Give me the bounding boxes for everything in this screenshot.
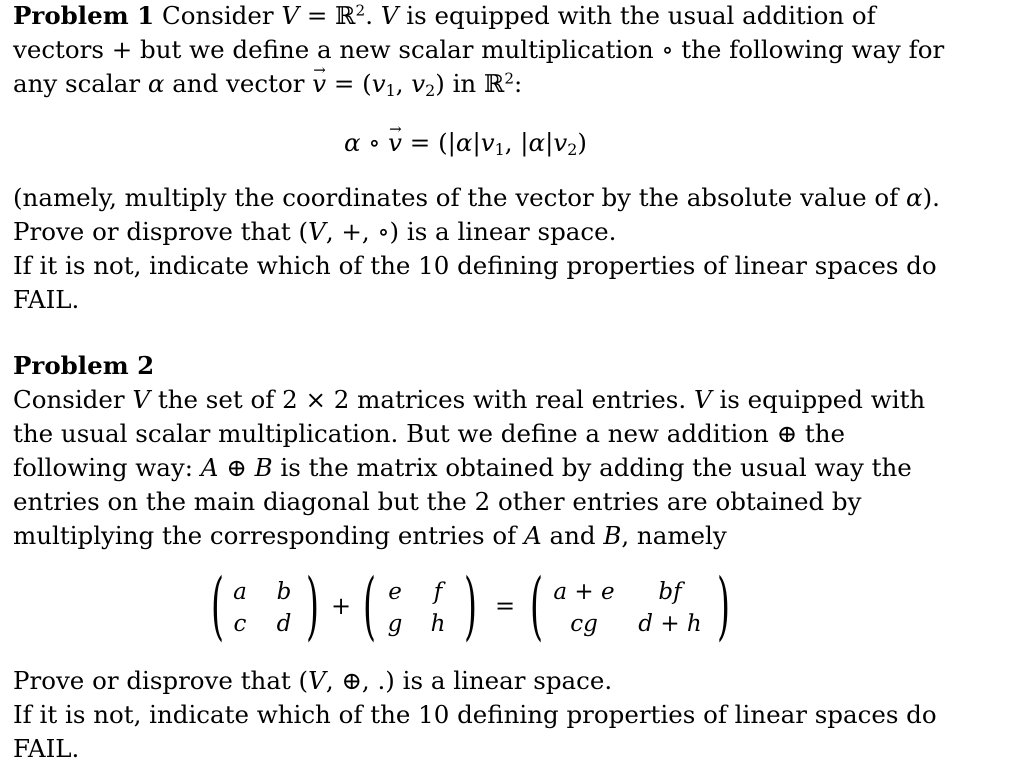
problem1-heading: Problem 1 [13,1,155,30]
matrix-result-cell: a + e [553,579,615,605]
problem2-line5: multiplying the corresponding entries of A and B, namely [13,521,727,550]
problem2-line6: Prove or disprove that (V, ⊕, .) is a linear space. [13,666,613,695]
problem1-line3: any scalar α and vector → $v = (v_1$, $v_2$) in ℝ$^2$: [13,69,522,99]
problem1-line4: (namely, multiply the coordinates of the vector by the absolute value of α). [13,183,940,212]
problem2-line3: following way: A ⊕ B is the matrix obtained by adding the usual way the [13,453,912,482]
problem2-line8: FAIL. [13,734,80,763]
matrix-a-cell: d [276,611,292,637]
problem2-heading: Problem 2 [13,351,155,380]
matrix-a-right-paren: ) [305,563,319,649]
equals-sign: = [495,592,516,620]
problem1-line6: If it is not, indicate which of the 10 defining properties of linear spaces do [13,251,937,280]
matrix-equation [0,563,1024,650]
matrix-result-cell: cg [570,611,598,637]
vector-v: → v [388,128,402,158]
problem1-line7: FAIL. [13,285,80,314]
matrix-b-cell: e [388,579,402,605]
matrix-b-cell: f [433,579,443,605]
problem2-line4: entries on the main diagonal but the 2 other entries are obtained by [13,487,862,516]
matrix-b-cell: h [430,611,446,637]
matrix-a-cell: c [233,611,247,637]
matrix-result-cell: bf [658,579,682,605]
plus-sign: + [331,592,352,620]
matrix-result-left-paren: ( [529,563,543,649]
problem1-display-equation: α ∘ → $v = (|\alpha|v_1$, $|\alpha|v_2$) [344,128,587,158]
matrix-result-right-paren: ) [716,563,730,649]
matrix-b-right-paren: ) [463,563,477,649]
problem2-line1: Consider V the set of 2 × 2 matrices with real entries. V is equipped with [13,385,926,414]
vector-v: → v [312,69,326,99]
matrix-b-cell: g [387,611,403,637]
problem1-line2: vectors + but we define a new scalar multiplication ∘ the following way for [13,35,945,64]
matrix-result-cell: d + h [638,611,702,637]
problem2-line2: the usual scalar multiplication. But we define a new addition ⊕ the [13,419,846,448]
matrix-a-cell: b [276,579,292,605]
matrix-a-cell: a [233,579,247,605]
matrix-b-left-paren: ( [362,563,376,649]
problem2-line7: If it is not, indicate which of the 10 defining properties of linear spaces do [13,700,937,729]
problem1-line5: Prove or disprove that (V, +, ∘) is a linear space. [13,217,617,246]
matrix-a-left-paren: ( [210,563,224,649]
problem1-line1: Problem 1 Consider V = ℝ$^2$. V is equipped with the usual addition of [13,1,876,30]
